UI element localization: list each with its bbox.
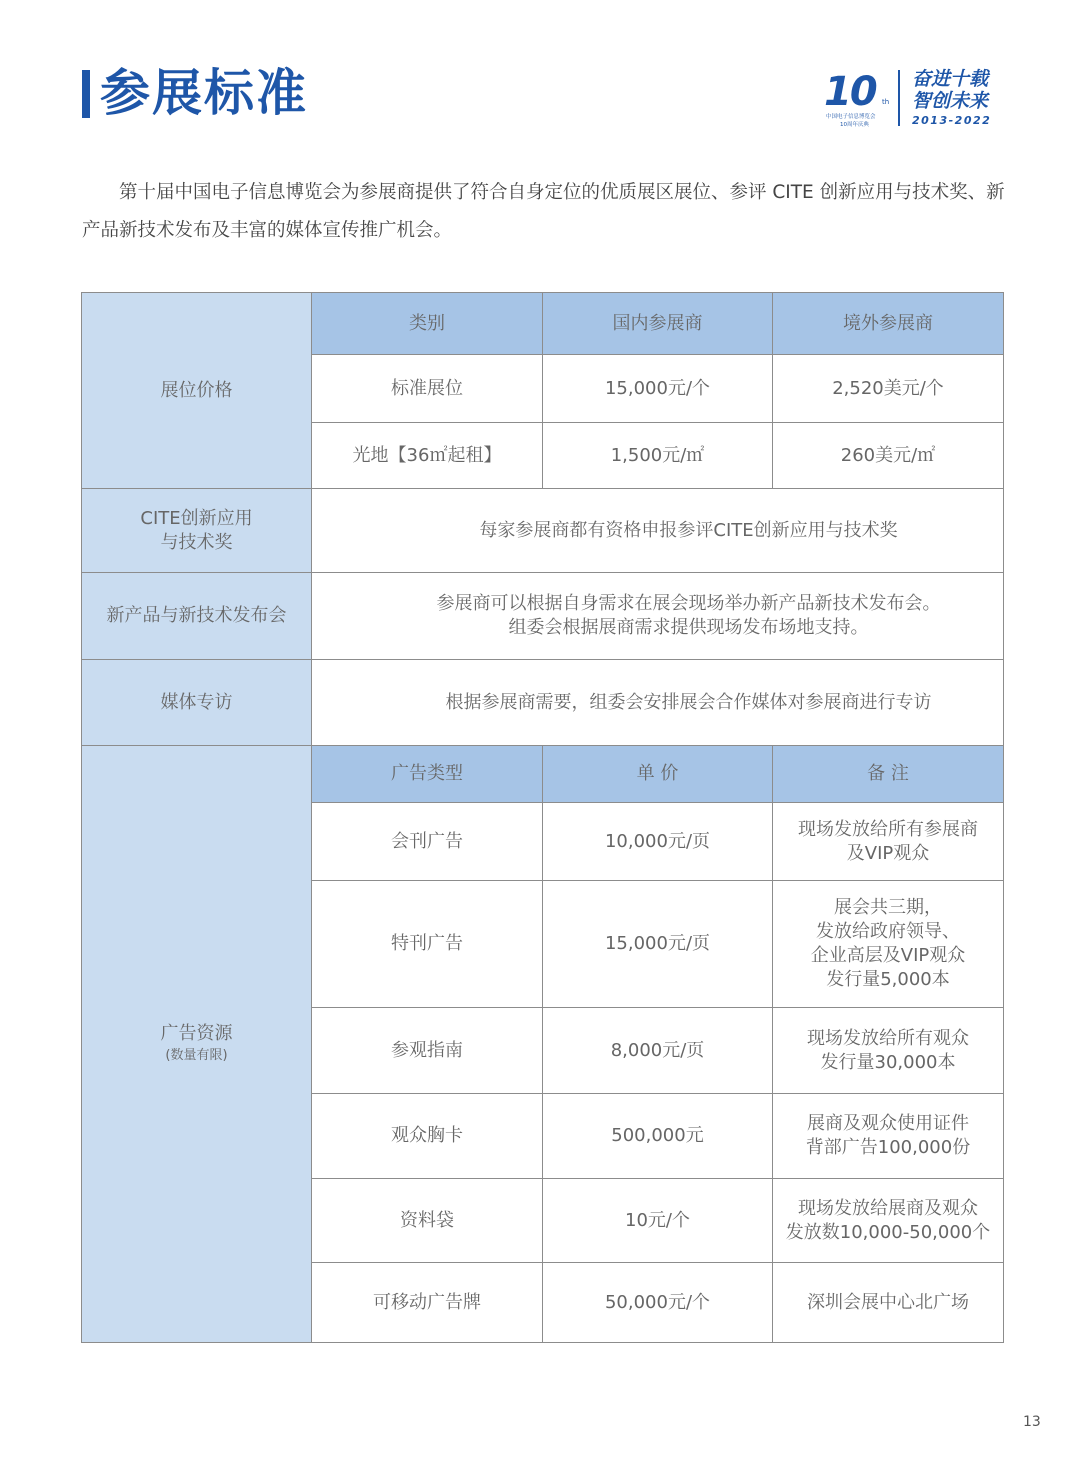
launch-row — [82, 573, 1004, 660]
launch-description — [312, 573, 1004, 660]
ad-type: 观众胸卡 — [312, 1094, 543, 1179]
media-row — [82, 660, 1004, 746]
booth-price-overseas: 2,520美元/个 — [773, 355, 1004, 423]
raw-space-price-domestic: 1,500元/㎡ — [543, 423, 773, 489]
logo-years: 2013-2022 — [912, 114, 992, 127]
ad-note-line: 现场发放给所有参展商 — [798, 818, 978, 840]
booth-header-overseas: 境外参展商 — [773, 293, 1004, 355]
ad-type: 特刊广告 — [312, 881, 543, 1008]
launch-desc-line1: 参展商可以根据自身需求在展会现场举办新产品新技术发布会。 — [436, 593, 941, 614]
ad-note — [773, 1008, 1004, 1094]
ad-price: 8,000元/页 — [543, 1008, 773, 1094]
booth-header-row — [82, 293, 1004, 355]
booth-header-domestic: 国内参展商 — [543, 293, 773, 355]
title-accent-bar — [82, 70, 90, 118]
booth-price-domestic: 15,000元/个 — [543, 355, 773, 423]
ad-note — [773, 1263, 1004, 1343]
logo-slogan-1: 奋进十载 — [912, 68, 989, 90]
ads-label — [82, 746, 312, 1343]
logo-suffix: th — [882, 98, 890, 106]
ad-price: 15,000元/页 — [543, 881, 773, 1008]
ad-price: 50,000元/个 — [543, 1263, 773, 1343]
intro-paragraph: 第十届中国电子信息博览会为参展商提供了符合自身定位的优质展区展位、参评 CITE 创新应用与技术奖、新产品新技术发布及丰富的媒体宣传推广机会。 — [82, 182, 1005, 241]
cite-10th-logo — [820, 66, 1005, 130]
ad-price: 10,000元/页 — [543, 803, 773, 881]
ads-header-price: 单 价 — [543, 746, 773, 803]
media-label: 媒体专访 — [82, 660, 312, 746]
logo-subtitle-1: 中国电子信息博览会 — [826, 114, 876, 120]
ad-note-line: 现场发放给展商及观众 — [798, 1197, 978, 1219]
ads-header-type: 广告类型 — [312, 746, 543, 803]
award-label-line2: 与技术奖 — [160, 531, 233, 553]
ad-price: 10元/个 — [543, 1179, 773, 1263]
media-description: 根据参展商需要，组委会安排展会合作媒体对参展商进行专访 — [312, 660, 1004, 746]
booth-type-raw-space: 光地【36㎡起租】 — [312, 423, 543, 489]
ad-note-line: 背部广告100,000份 — [805, 1137, 971, 1158]
ad-note-line: 发行量30,000本 — [820, 1051, 956, 1073]
ad-note-line: 现场发放给所有观众 — [807, 1027, 969, 1049]
ad-note — [773, 1094, 1004, 1179]
ad-type: 会刊广告 — [312, 803, 543, 881]
page-number: 13 — [1023, 1414, 1041, 1430]
page-title: 参展标准 — [100, 64, 308, 122]
award-label-line1: CITE创新应用 — [140, 507, 253, 529]
logo-number: 10 — [824, 69, 876, 115]
ad-note — [773, 1179, 1004, 1263]
logo-subtitle-2: 10周年庆典 — [840, 122, 869, 128]
ad-note-line: 及VIP观众 — [846, 842, 930, 864]
ad-price: 500,000元 — [543, 1094, 773, 1179]
ad-note-line: 发行量5,000本 — [826, 969, 950, 990]
award-row — [82, 489, 1004, 573]
ad-note-line: 展会共三期， — [834, 897, 942, 918]
ad-note-line: 发放给政府领导、 — [816, 921, 960, 942]
logo-divider — [898, 70, 900, 126]
ad-type: 资料袋 — [312, 1179, 543, 1263]
logo-slogan-2: 智创未来 — [912, 90, 989, 112]
ad-note-line: 发放数10,000-50,000个 — [785, 1221, 991, 1243]
raw-space-price-overseas: 260美元/㎡ — [773, 423, 1004, 489]
ad-note-line: 企业高层及VIP观众 — [810, 945, 966, 966]
award-label — [82, 489, 312, 573]
ad-note-line: 展商及观众使用证件 — [807, 1113, 969, 1134]
booth-type-standard: 标准展位 — [312, 355, 543, 423]
ad-note — [773, 881, 1004, 1008]
ad-type: 可移动广告牌 — [312, 1263, 543, 1343]
ad-type: 参观指南 — [312, 1008, 543, 1094]
ads-header-note: 备 注 — [773, 746, 1004, 803]
booth-header-category: 类别 — [312, 293, 543, 355]
booth-price-label: 展位价格 — [82, 293, 312, 489]
exhibition-standards-table — [81, 292, 1004, 1343]
award-description: 每家参展商都有资格申报参评CITE创新应用与技术奖 — [312, 489, 1004, 573]
ads-label-sub: (数量有限) — [165, 1048, 228, 1063]
ads-header-row — [82, 746, 1004, 803]
ad-note-line: 深圳会展中心北广场 — [807, 1291, 969, 1313]
ad-note — [773, 803, 1004, 881]
launch-desc-line2: 组委会根据展商需求提供现场发布场地支持。 — [508, 617, 869, 638]
ads-label-main: 广告资源 — [160, 1023, 233, 1044]
launch-label: 新产品与新技术发布会 — [82, 573, 312, 660]
